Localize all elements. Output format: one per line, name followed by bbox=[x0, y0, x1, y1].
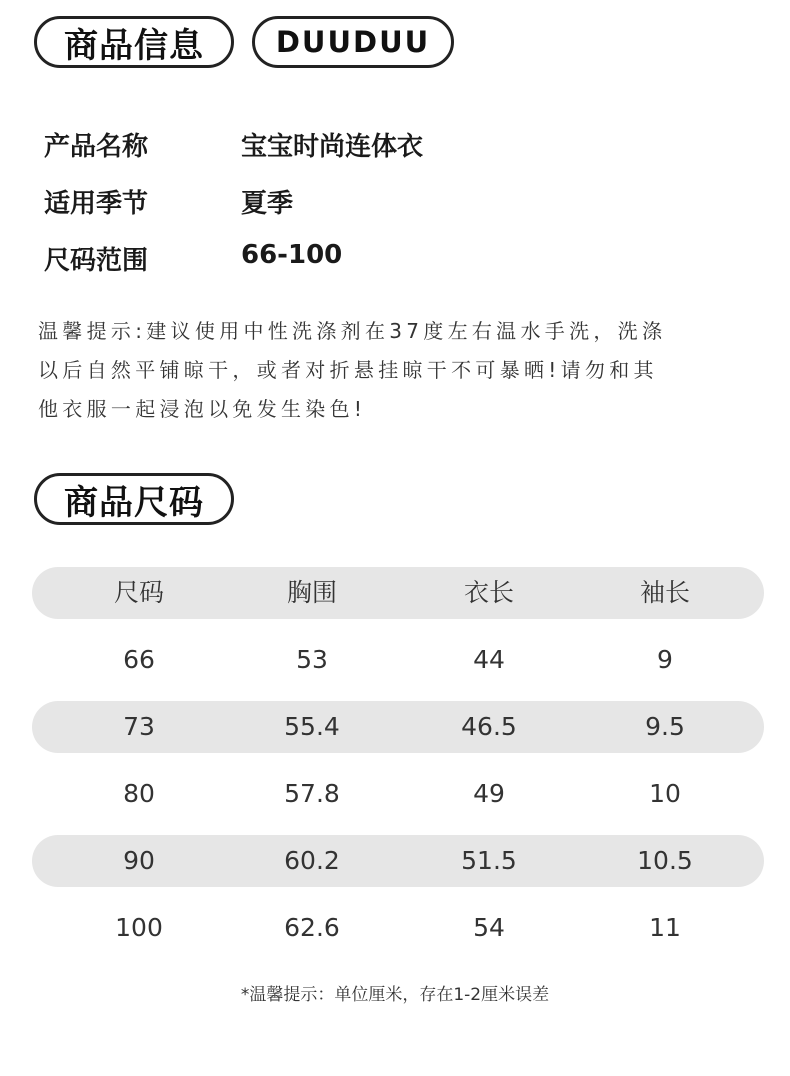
table-cell: 55.4 bbox=[284, 712, 340, 741]
table-cell: 49 bbox=[473, 779, 505, 808]
section-title-product-info bbox=[34, 16, 234, 68]
table-cell: 53 bbox=[296, 645, 328, 674]
care-tip bbox=[38, 312, 758, 429]
table-cell: 51.5 bbox=[461, 846, 517, 875]
table-header-cell: 胸围 bbox=[286, 578, 337, 607]
table-cell: 90 bbox=[123, 846, 155, 875]
table-row bbox=[32, 902, 764, 954]
table-cell: 73 bbox=[123, 712, 155, 741]
table-cell: 9 bbox=[657, 645, 673, 674]
care-tip-line: 温馨提示:建议使用中性洗涤剂在37度左右温水手洗，洗涤 bbox=[38, 319, 667, 343]
care-tip-line: 以后自然平铺晾干，或者对折悬挂晾干不可暴晒!请勿和其 bbox=[38, 358, 658, 382]
section-title-size-chart bbox=[34, 473, 234, 525]
table-row bbox=[32, 634, 764, 686]
table-cell: 54 bbox=[473, 913, 505, 942]
info-value: 66-100 bbox=[241, 240, 343, 270]
table-cell: 11 bbox=[649, 913, 681, 942]
table-cell: 46.5 bbox=[461, 712, 517, 741]
section-title-product-info-text: 商品信息 bbox=[64, 25, 204, 66]
table-cell: 62.6 bbox=[284, 913, 340, 942]
care-tip-line: 他衣服一起浸泡以免发生染色! bbox=[38, 397, 367, 421]
table-row bbox=[32, 768, 764, 820]
table-cell: 66 bbox=[123, 645, 155, 674]
info-label: 尺码范围 bbox=[44, 246, 149, 276]
section-title-size-chart-text: 商品尺码 bbox=[64, 482, 204, 523]
table-header-cell: 袖长 bbox=[639, 578, 690, 607]
brand-logo bbox=[252, 16, 454, 68]
table-header-row bbox=[32, 567, 764, 619]
table-cell: 10.5 bbox=[637, 846, 693, 875]
table-row bbox=[32, 701, 764, 753]
table-cell: 80 bbox=[123, 779, 155, 808]
table-cell: 57.8 bbox=[284, 779, 340, 808]
info-value: 夏季 bbox=[241, 189, 294, 219]
table-header-cell: 衣长 bbox=[463, 578, 514, 607]
info-label: 适用季节 bbox=[44, 189, 149, 219]
table-cell: 44 bbox=[473, 645, 505, 674]
table-cell: 60.2 bbox=[284, 846, 340, 875]
table-cell: 10 bbox=[649, 779, 681, 808]
table-header-cell: 尺码 bbox=[113, 578, 164, 607]
info-label: 产品名称 bbox=[44, 132, 149, 162]
info-value: 宝宝时尚连体衣 bbox=[241, 132, 424, 162]
brand-logo-text: DUUDUU bbox=[275, 25, 431, 59]
table-row bbox=[32, 835, 764, 887]
footnote: *温馨提示：单位厘米，存在1-2厘米误差 bbox=[240, 985, 550, 1005]
table-cell: 100 bbox=[115, 913, 163, 942]
table-cell: 9.5 bbox=[645, 712, 685, 741]
